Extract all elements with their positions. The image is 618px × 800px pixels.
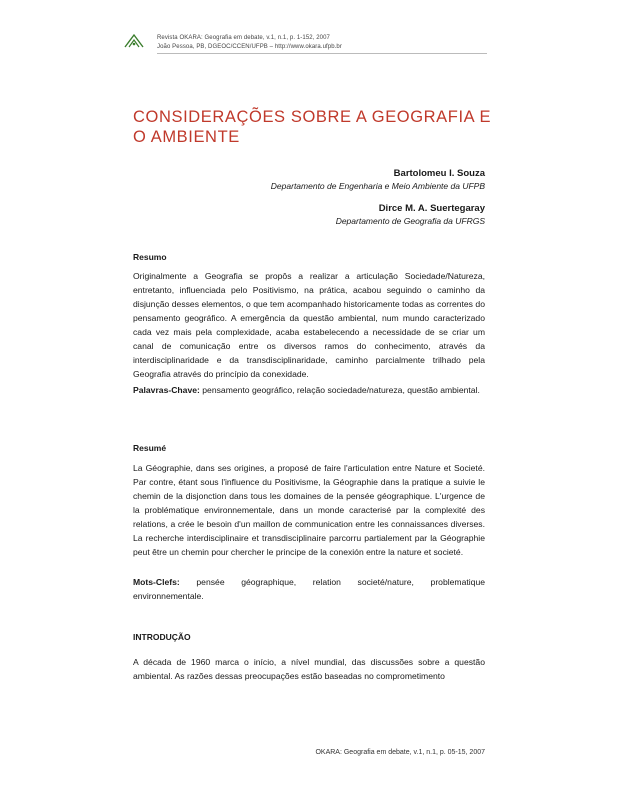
okara-logo-icon (124, 33, 144, 49)
resumo-keywords-label: Palavras-Chave: (133, 385, 200, 395)
author-2-name: Dirce M. A. Suertegaray (378, 203, 485, 214)
resume-keywords-text: pensée géographique, relation societé/nature, problematique environnementale. (133, 577, 485, 601)
resume-body: La Géographie, dans ses origines, a proposé de faire l'articulation entre Nature et Societé. Par contre, étant sous l'influence du Positivisme, la Géographie dans la pratique a suivie le chemin de la disjonction dans tous les domaines de la pensée géographique. L'urgence de la problématique environnementale, dans un monde caracterisé par la complexité des relations, a crée le besoin d'un maillon de communication entre les connaissances diverses. La recherche interdisciplinaire et transdisciplinaire parcorru partialement par la Géographie peut être un chemin pour chercher le principe de la conexión entre la nature et societé. (133, 463, 485, 557)
resume-keywords-label: Mots-Clefs: (133, 577, 180, 587)
page-footer: OKARA: Geografia em debate, v.1, n.1, p. 05-15, 2007 (315, 749, 485, 756)
author-1-name: Bartolomeu I. Souza (393, 168, 485, 179)
resume-heading: Resumé (133, 443, 167, 453)
introducao-heading: INTRODUÇÃO (133, 632, 191, 642)
resumo-keywords (133, 383, 485, 397)
resumo-body: Originalmente a Geografia se propôs a realizar a articulação Sociedade/Natureza, entretanto, influenciada pelo Positivismo, na prática, acabou seguindo o caminho da disjunção desses elementos, o que tem acompanhado historicamente todas as correntes do pensamento geográfico. A emergência da questão ambiental, num mundo caracterizado cada vez mais pela complexidade, acaba estabelecendo a necessidade de se criar um canal de comunicação entre os diversos ramos do conhecimento, através da interdisciplinaridade e da transdisciplinaridade, caminho parcialmente trilhado pela Geografia através do princípio da conexidade. (133, 271, 485, 379)
introducao-body: A década de 1960 marca o início, a nível mundial, das discussões sobre a questão ambiental. As razões dessas preocupações estão baseadas no comprometimento (133, 657, 485, 681)
resumo-heading: Resumo (133, 252, 167, 262)
resume-keywords (133, 575, 485, 603)
author-1-affiliation: Departamento de Engenharia e Meio Ambiente da UFPB (270, 181, 485, 191)
header-divider (157, 53, 487, 54)
article-title: CONSIDERAÇÕES SOBRE A GEOGRAFIA E O AMBIENTE (133, 108, 492, 146)
resumo-keywords-text: pensamento geográfico, relação sociedade/natureza, questão ambiental. (202, 385, 480, 395)
journal-header-line-1: Revista OKARA: Geografia em debate, v.1, n.1, p. 1-152, 2007 (157, 35, 330, 41)
author-2-affiliation: Departamento de Geografia da UFRGS (335, 216, 485, 226)
journal-header-line-2: João Pessoa, PB, DGEOC/CCEN/UFPB – http://www.okara.ufpb.br (157, 44, 342, 50)
